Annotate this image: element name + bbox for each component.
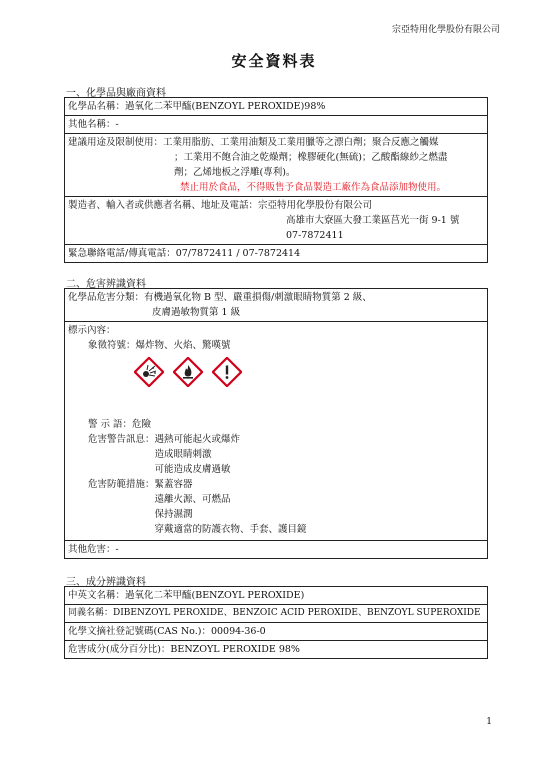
hazard-statement: 遇熱可能起火或爆炸: [154, 434, 241, 445]
precautions-label: 危害防範措施：: [88, 479, 155, 490]
other-hazards-row: 其他危害：-: [68, 544, 119, 555]
precaution-item: 保持濕潤: [154, 509, 193, 520]
precaution-item: 緊蓋容器: [154, 479, 193, 490]
cn-en-name-row: 中英文名稱：過氧化二苯甲醯(BENZOYL PEROXIDE): [65, 587, 487, 605]
use-line-1: 建議用途及限制使用：工業用脂肪、工業用油類及工業用臘等之漂白劑；聚合反應之觸媒: [68, 137, 439, 148]
symbols-line: 象徵符號：爆炸物、火焰、驚嘆號: [88, 340, 231, 351]
classification-row: [65, 289, 487, 322]
exploding-bomb-icon: [134, 357, 164, 387]
section2-heading: 二、危害辨識資料: [66, 279, 146, 290]
section3-heading: 三、成分辨識資料: [66, 577, 146, 588]
hazard-statements-list: [155, 432, 241, 477]
hazard-component-row: 危害成分(成分百分比)：BENZOYL PEROXIDE 98%: [68, 644, 300, 655]
exclamation-mark-icon: [212, 357, 242, 387]
flame-icon: [173, 357, 203, 387]
label-contents-row: [65, 322, 487, 541]
cas-row: 化學文摘社登記號碼(CAS No.)：00094-36-0: [65, 623, 487, 641]
hazard-statements-label: 危害警告訊息：: [88, 434, 155, 445]
section1-table: [64, 97, 488, 263]
section3-table: [64, 586, 488, 659]
ghs-pictograms: [68, 357, 484, 393]
other-names-row: 其他名稱：-: [65, 116, 487, 134]
use-line-2: ；工業用不飽合油之乾燥劑；橡膠硬化(無硫)；乙酸酯線紗之燃盡: [174, 152, 448, 163]
product-name-row: 化學品名稱：過氧化二苯甲醯(BENZOYL PEROXIDE)98%: [65, 98, 487, 116]
hazard-statement: 可能造成皮膚過敏: [154, 464, 231, 475]
use-line-3: 劑；乙烯地板之浮雕(專利)。: [174, 167, 296, 178]
recommended-use-row: [65, 134, 487, 197]
section2-table: [64, 288, 488, 559]
maker-line-3: 07-7872411: [286, 230, 344, 241]
precaution-item: 遠離火源、可燃品: [154, 494, 231, 505]
page-title: 安全資料表: [231, 52, 317, 70]
classification-line-2: 皮膚過敏物質第 1 級: [152, 307, 241, 318]
maker-line-1: 製造者、輸入者或供應者名稱、地址及電話：宗亞特用化學股份有限公司: [68, 200, 373, 211]
hazard-statement: 造成眼睛刺激: [154, 449, 212, 460]
emergency-row: 緊急聯絡電話/傳真電話：07/7872411 / 07-7872414: [68, 248, 301, 259]
synonyms-row: 同義名稱：DIBENZOYL PEROXIDE、BENZOIC ACID PEROXIDE、BENZOYL SUPEROXIDE: [65, 605, 487, 623]
precautions-list: [155, 477, 307, 537]
section1-heading: 一、化學品與廠商資料: [66, 88, 166, 99]
maker-line-2: 高雄市大寮區大發工業區莒光一街 9-1 號: [286, 215, 460, 226]
signal-word-line: 警 示 語：危險: [88, 419, 152, 430]
label-contents-heading: 標示內容：: [68, 325, 116, 336]
classification-line-1: 化學品危害分類：有機過氧化物 B 型、嚴重損傷/刺激眼睛物質第 2 級、: [68, 292, 372, 303]
hazard-statements-block: [68, 432, 484, 477]
page-number: 1: [486, 717, 492, 727]
use-warning: 禁止用於食品，不得販售予食品製造工廠作為食品添加物使用。: [180, 182, 447, 193]
maker-row: [65, 197, 487, 245]
precaution-item: 穿戴適當的防護衣物、手套、護目鏡: [154, 524, 307, 535]
company-header: 宗亞特用化學股份有限公司: [391, 25, 500, 35]
precautions-block: [68, 477, 484, 537]
